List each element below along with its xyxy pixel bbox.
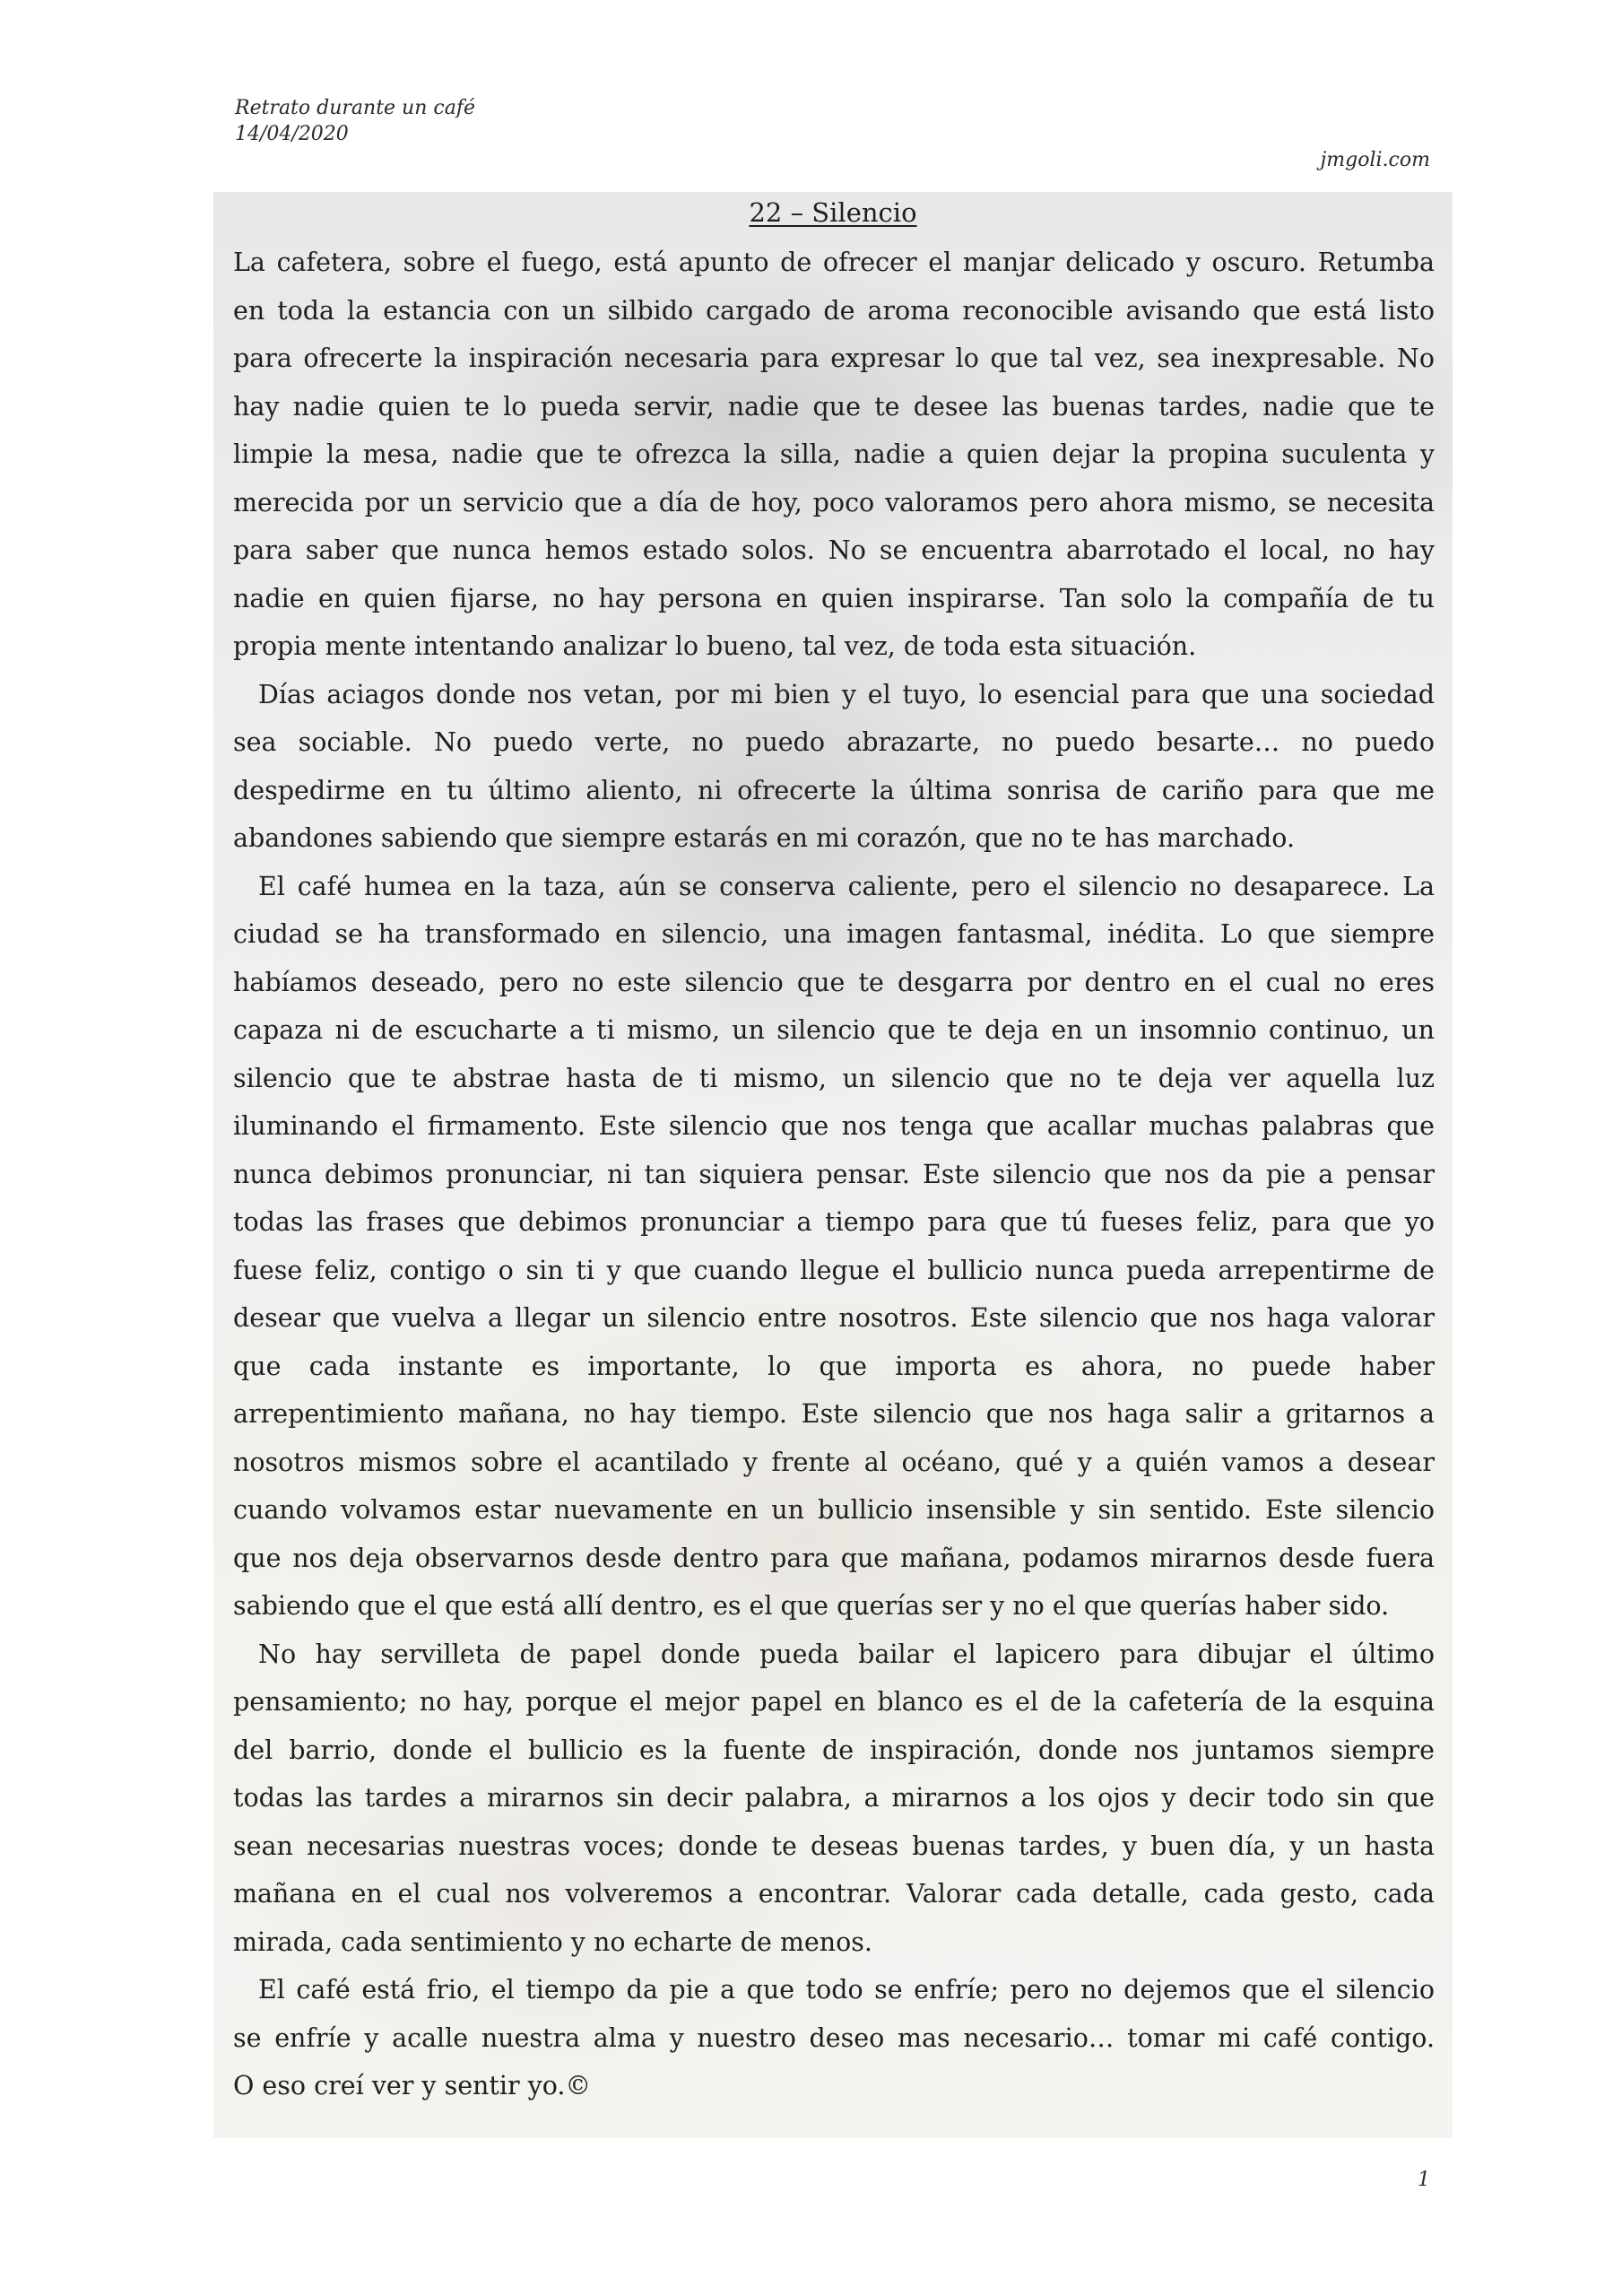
text-line: para saber que nunca hemos estado solos. No se encuentra abarrotado el local, no hay [233, 535, 1435, 565]
text-line: hay nadie quien te lo pueda servir, nadie que te desee las buenas tardes, nadie que te [233, 391, 1435, 422]
text-line: El café humea en la taza, aún se conserva caliente, pero el silencio no desaparece. La [258, 871, 1435, 901]
page-number: 1 [1418, 2169, 1430, 2191]
text-line: arrepentimiento mañana, no hay tiempo. Este silencio que nos haga salir a gritarnos a [233, 1399, 1435, 1429]
text-line: mañana en el cual nos volveremos a encontrar. Valorar cada detalle, cada gesto, cada [233, 1879, 1435, 1909]
text-line: habíamos deseado, pero no este silencio que te desgarra por dentro en el cual no eres [233, 967, 1435, 997]
text-panel [213, 192, 1453, 2138]
text-line: sean necesarias nuestras voces; donde te deseas buenas tardes, y buen día, y un hasta [233, 1831, 1435, 1861]
text-line: La cafetera, sobre el fuego, está apunto de ofrecer el manjar delicado y oscuro. Retumba [233, 248, 1435, 277]
text-line: O eso creí ver y sentir yo.© [233, 2071, 591, 2100]
text-line: limpie la mesa, nadie que te ofrezca la silla, nadie a quien dejar la propina suculenta y [233, 439, 1435, 469]
text-line: sabiendo que el que está allí dentro, es el que querías ser y no el que querías haber sido. [233, 1591, 1390, 1621]
text-line: todas las tardes a mirarnos sin decir palabra, a mirarnos a los ojos y decir todo sin que [233, 1783, 1435, 1813]
text-line: cuando volvamos estar nuevamente en un bullicio insensible y sin sentido. Este silencio [233, 1495, 1435, 1525]
text-line: Días aciagos donde nos vetan, por mi bien y el tuyo, lo esencial para que una sociedad [258, 679, 1435, 709]
text-line: No hay servilleta de papel donde pueda bailar el lapicero para dibujar el último [258, 1639, 1435, 1669]
text-line: propia mente intentando analizar lo bueno, tal vez, de toda esta situación. [233, 631, 1197, 661]
text-line: despedirme en tu último aliento, ni ofrecerte la última sonrisa de cariño para que me [233, 775, 1435, 805]
text-line: desear que vuelva a llegar un silencio entre nosotros. Este silencio que nos haga valorar [233, 1303, 1435, 1333]
text-line: El café está frio, el tiempo da pie a que todo se enfríe; pero no dejemos que el silencio [258, 1975, 1435, 2005]
body-text [233, 239, 1435, 2110]
text-line: iluminando el firmamento. Este silencio que nos tenga que acallar muchas palabras que [233, 1111, 1435, 1141]
document-date: 14/04/2020 [235, 123, 349, 145]
text-line: merecida por un servicio que a día de hoy, poco valoramos pero ahora mismo, se necesita [233, 487, 1435, 517]
document-header [235, 95, 475, 147]
text-line: capaza ni de escucharte a ti mismo, un silencio que te deja en un insomnio continuo, un [233, 1015, 1435, 1045]
text-line: nosotros mismos sobre el acantilado y frente al océano, qué y a quién vamos a desear [233, 1447, 1435, 1477]
document-series-title: Retrato durante un café [235, 97, 475, 119]
text-line: abandones sabiendo que siempre estarás en mi corazón, que no te has marchado. [233, 823, 1296, 853]
text-line: en toda la estancia con un silbido cargado de aroma reconocible avisando que está listo [233, 295, 1435, 326]
text-line: se enfríe y acalle nuestra alma y nuestro deseo mas necesario… tomar mi café contigo. [233, 2022, 1435, 2053]
text-line: ciudad se ha transformado en silencio, una imagen fantasmal, inédita. Lo que siempre [233, 919, 1435, 949]
text-line: nunca debimos pronunciar, ni tan siquiera pensar. Este silencio que nos da pie a pensar [233, 1159, 1435, 1189]
text-line: fuese feliz, contigo o sin ti y que cuando llegue el bullicio nunca pueda arrepentirme de [233, 1255, 1435, 1285]
text-line: mirada, cada sentimiento y no echarte de menos. [233, 1926, 872, 1957]
text-line: todas las frases que debimos pronunciar a tiempo para que tú fueses feliz, para que yo [233, 1207, 1435, 1237]
text-line: nadie en quien fijarse, no hay persona en quien inspirarse. Tan solo la compañía de tu [233, 583, 1435, 613]
text-line: pensamiento; no hay, porque el mejor papel en blanco es el de la cafetería de la esquina [233, 1687, 1435, 1717]
text-line: que cada instante es importante, lo que importa es ahora, no puede haber [233, 1351, 1435, 1381]
text-line: sea sociable. No puedo verte, no puedo abrazarte, no puedo besarte… no puedo [233, 727, 1435, 757]
page-title: 22 – Silencio [749, 197, 917, 228]
text-line: del barrio, donde el bullicio es la fuente de inspiración, donde nos juntamos siempre [233, 1735, 1435, 1765]
text-line: para ofrecerte la inspiración necesaria para expresar lo que tal vez, sea inexpresable. No [233, 344, 1435, 373]
site-name: jmgoli.com [1320, 149, 1430, 171]
text-line: que nos deja observarnos desde dentro para que mañana, podamos mirarnos desde fuera [233, 1543, 1435, 1573]
text-line: silencio que te abstrae hasta de ti mismo, un silencio que no te deja ver aquella luz [233, 1063, 1435, 1093]
